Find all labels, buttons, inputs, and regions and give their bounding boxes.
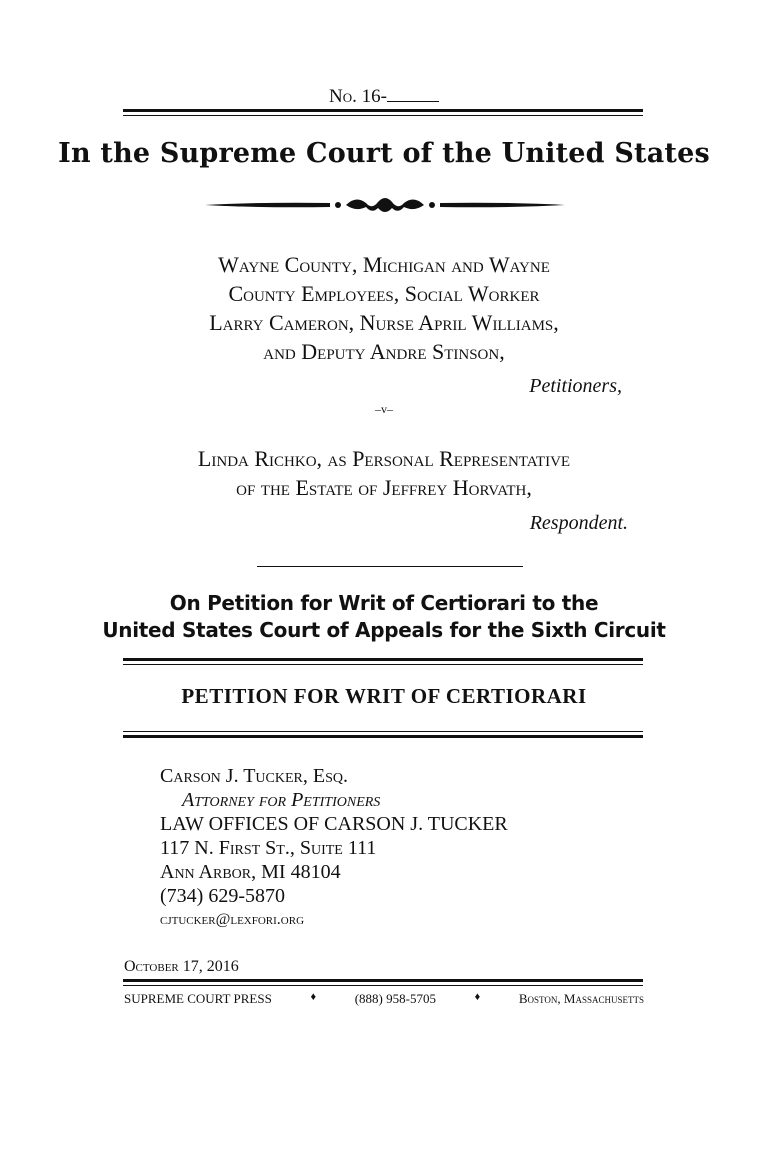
- writ-line-1: On Petition for Writ of Certiorari to the: [169, 591, 599, 615]
- counsel-address-2: Ann Arbor, MI 48104: [160, 861, 341, 883]
- counsel-address-1: 117 N. First St., Suite 111: [160, 837, 377, 859]
- filing-date: October 17, 2016: [124, 958, 239, 975]
- petition-title: PETITION FOR WRIT OF CERTIORARI: [181, 684, 587, 708]
- docket-number: [0, 86, 768, 108]
- counsel-firm: LAW OFFICES OF CARSON J. TUCKER: [160, 813, 508, 835]
- counsel-name: Carson J. Tucker, Esq.: [160, 765, 348, 787]
- mid-rule-thick: [123, 658, 643, 661]
- petitioners-label: Petitioners,: [529, 375, 622, 397]
- top-rule-thick: [123, 109, 643, 112]
- mid-rule-thin: [123, 664, 643, 665]
- petitioner-line-4: and Deputy Andre Stinson,: [263, 339, 505, 364]
- short-divider: [257, 566, 523, 567]
- footer: [124, 991, 644, 1007]
- lower-rule-thick: [123, 735, 643, 738]
- docket-blank: [387, 87, 439, 102]
- counsel-role: Attorney for Petitioners: [182, 789, 381, 811]
- versus-separator: –v–: [375, 402, 393, 416]
- footer-phone: (888) 958-5705: [354, 991, 436, 1006]
- respondent-line-1: Linda Richko, as Personal Representative: [197, 446, 571, 471]
- respondent-label: Respondent.: [529, 512, 628, 534]
- court-title: In the Supreme Court of the United States: [58, 138, 710, 169]
- diamond-icon: ♦: [474, 991, 481, 1003]
- diamond-icon: ♦: [310, 991, 317, 1003]
- petitioner-line-1: Wayne County, Michigan and Wayne: [218, 252, 550, 277]
- counsel-email: cjtucker@lexfori.org: [160, 911, 305, 928]
- counsel-phone: (734) 629-5870: [160, 885, 285, 907]
- footer-rule-thick: [123, 979, 643, 982]
- writ-heading: [0, 590, 768, 644]
- petitioner-line-2: County Employees, Social Worker: [228, 281, 540, 306]
- lower-rule-thin: [123, 731, 643, 732]
- docket-label: No. 16-: [329, 86, 387, 107]
- footer-location: Boston, Massachusetts: [518, 991, 644, 1006]
- ornament-divider-icon: [200, 190, 570, 220]
- footer-rule-thin: [123, 985, 643, 986]
- respondent-line-2: of the Estate of Jeffrey Horvath,: [236, 475, 532, 500]
- writ-line-2: United States Court of Appeals for the Sixth Circuit: [102, 618, 666, 642]
- footer-press: SUPREME COURT PRESS: [124, 991, 272, 1006]
- top-rule-thin: [123, 115, 643, 116]
- petitioner-line-3: Larry Cameron, Nurse April Williams,: [209, 310, 559, 335]
